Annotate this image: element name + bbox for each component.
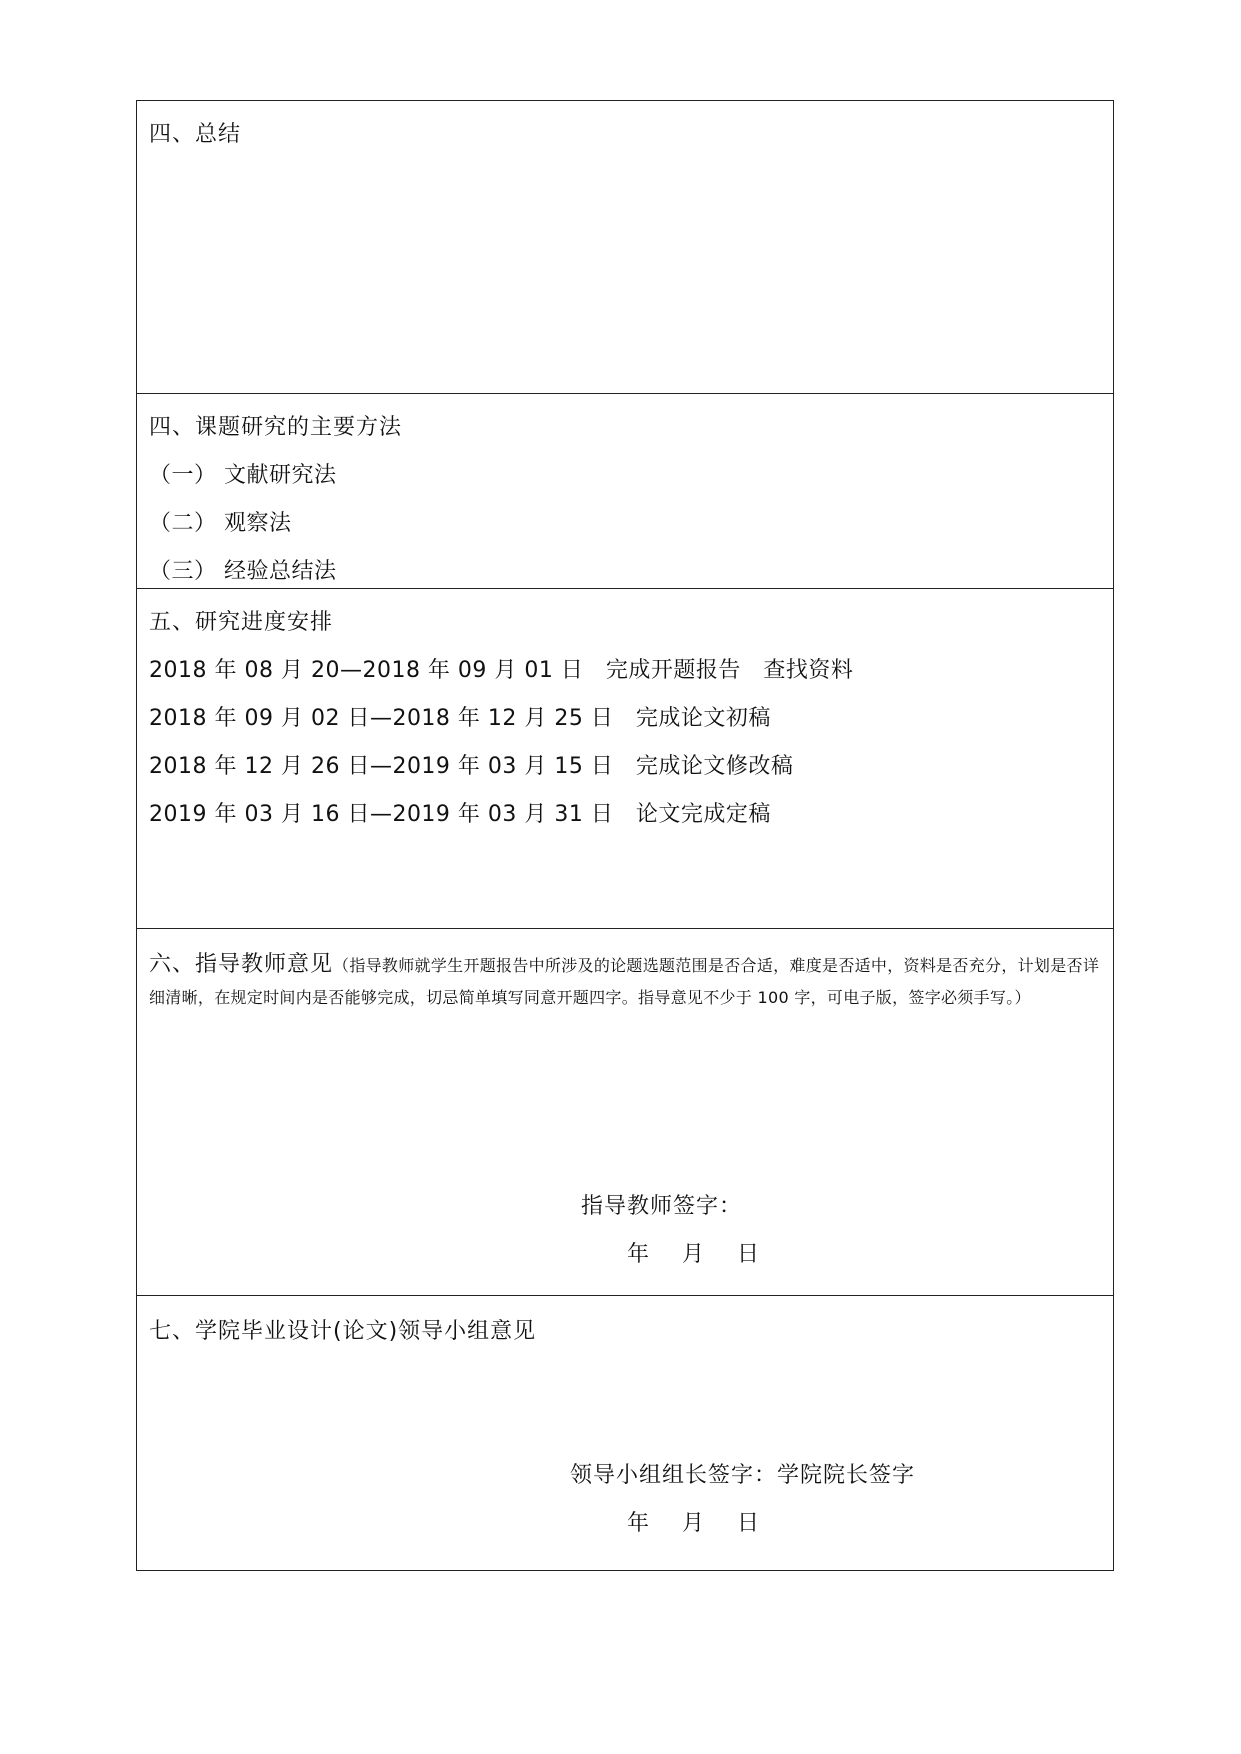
schedule-row: 2018 年 09 月 02 日—2018 年 12 月 25 日 完成论文初稿 bbox=[149, 706, 771, 731]
summary-heading: 四、总结 bbox=[149, 122, 242, 147]
proposal-form-table bbox=[136, 100, 1114, 1571]
advisor-instructions: （指导教师就学生开题报告中所涉及的论题选题范围是否合适，难度是否适中，资料是否充分，计划是否详细清晰，在规定时间内是否能够完成，切忌简单填写同意开题四字。指导意见不少于 100 字，可电子版，签字必须手写。） bbox=[149, 956, 1100, 1007]
advisor-opinion-section bbox=[137, 929, 1113, 1296]
committee-date-label: 年 月 日 bbox=[627, 1511, 760, 1536]
advisor-opinion-text bbox=[149, 949, 1101, 1014]
summary-section bbox=[137, 101, 1113, 394]
methods-heading: 四、课题研究的主要方法 bbox=[149, 415, 403, 440]
methods-section bbox=[137, 394, 1113, 589]
schedule-row: 2018 年 08 月 20—2018 年 09 月 01 日 完成开题报告 查找资料 bbox=[149, 658, 854, 683]
method-item: （二） 观察法 bbox=[149, 511, 292, 536]
schedule-section bbox=[137, 589, 1113, 929]
schedule-row: 2019 年 03 月 16 日—2019 年 03 月 31 日 论文完成定稿 bbox=[149, 802, 771, 827]
advisor-signature-label: 指导教师签字： bbox=[581, 1194, 743, 1219]
advisor-heading: 六、指导教师意见 bbox=[149, 952, 334, 977]
advisor-date-label: 年 月 日 bbox=[627, 1242, 760, 1267]
committee-signature-label: 领导小组组长签字：学院院长签字 bbox=[570, 1463, 916, 1488]
method-item: （三） 经验总结法 bbox=[149, 559, 337, 584]
committee-opinion-section bbox=[137, 1296, 1113, 1570]
method-item: （一） 文献研究法 bbox=[149, 463, 337, 488]
schedule-row: 2018 年 12 月 26 日—2019 年 03 月 15 日 完成论文修改稿 bbox=[149, 754, 794, 779]
schedule-heading: 五、研究进度安排 bbox=[149, 610, 334, 635]
committee-heading: 七、学院毕业设计(论文)领导小组意见 bbox=[149, 1319, 537, 1344]
